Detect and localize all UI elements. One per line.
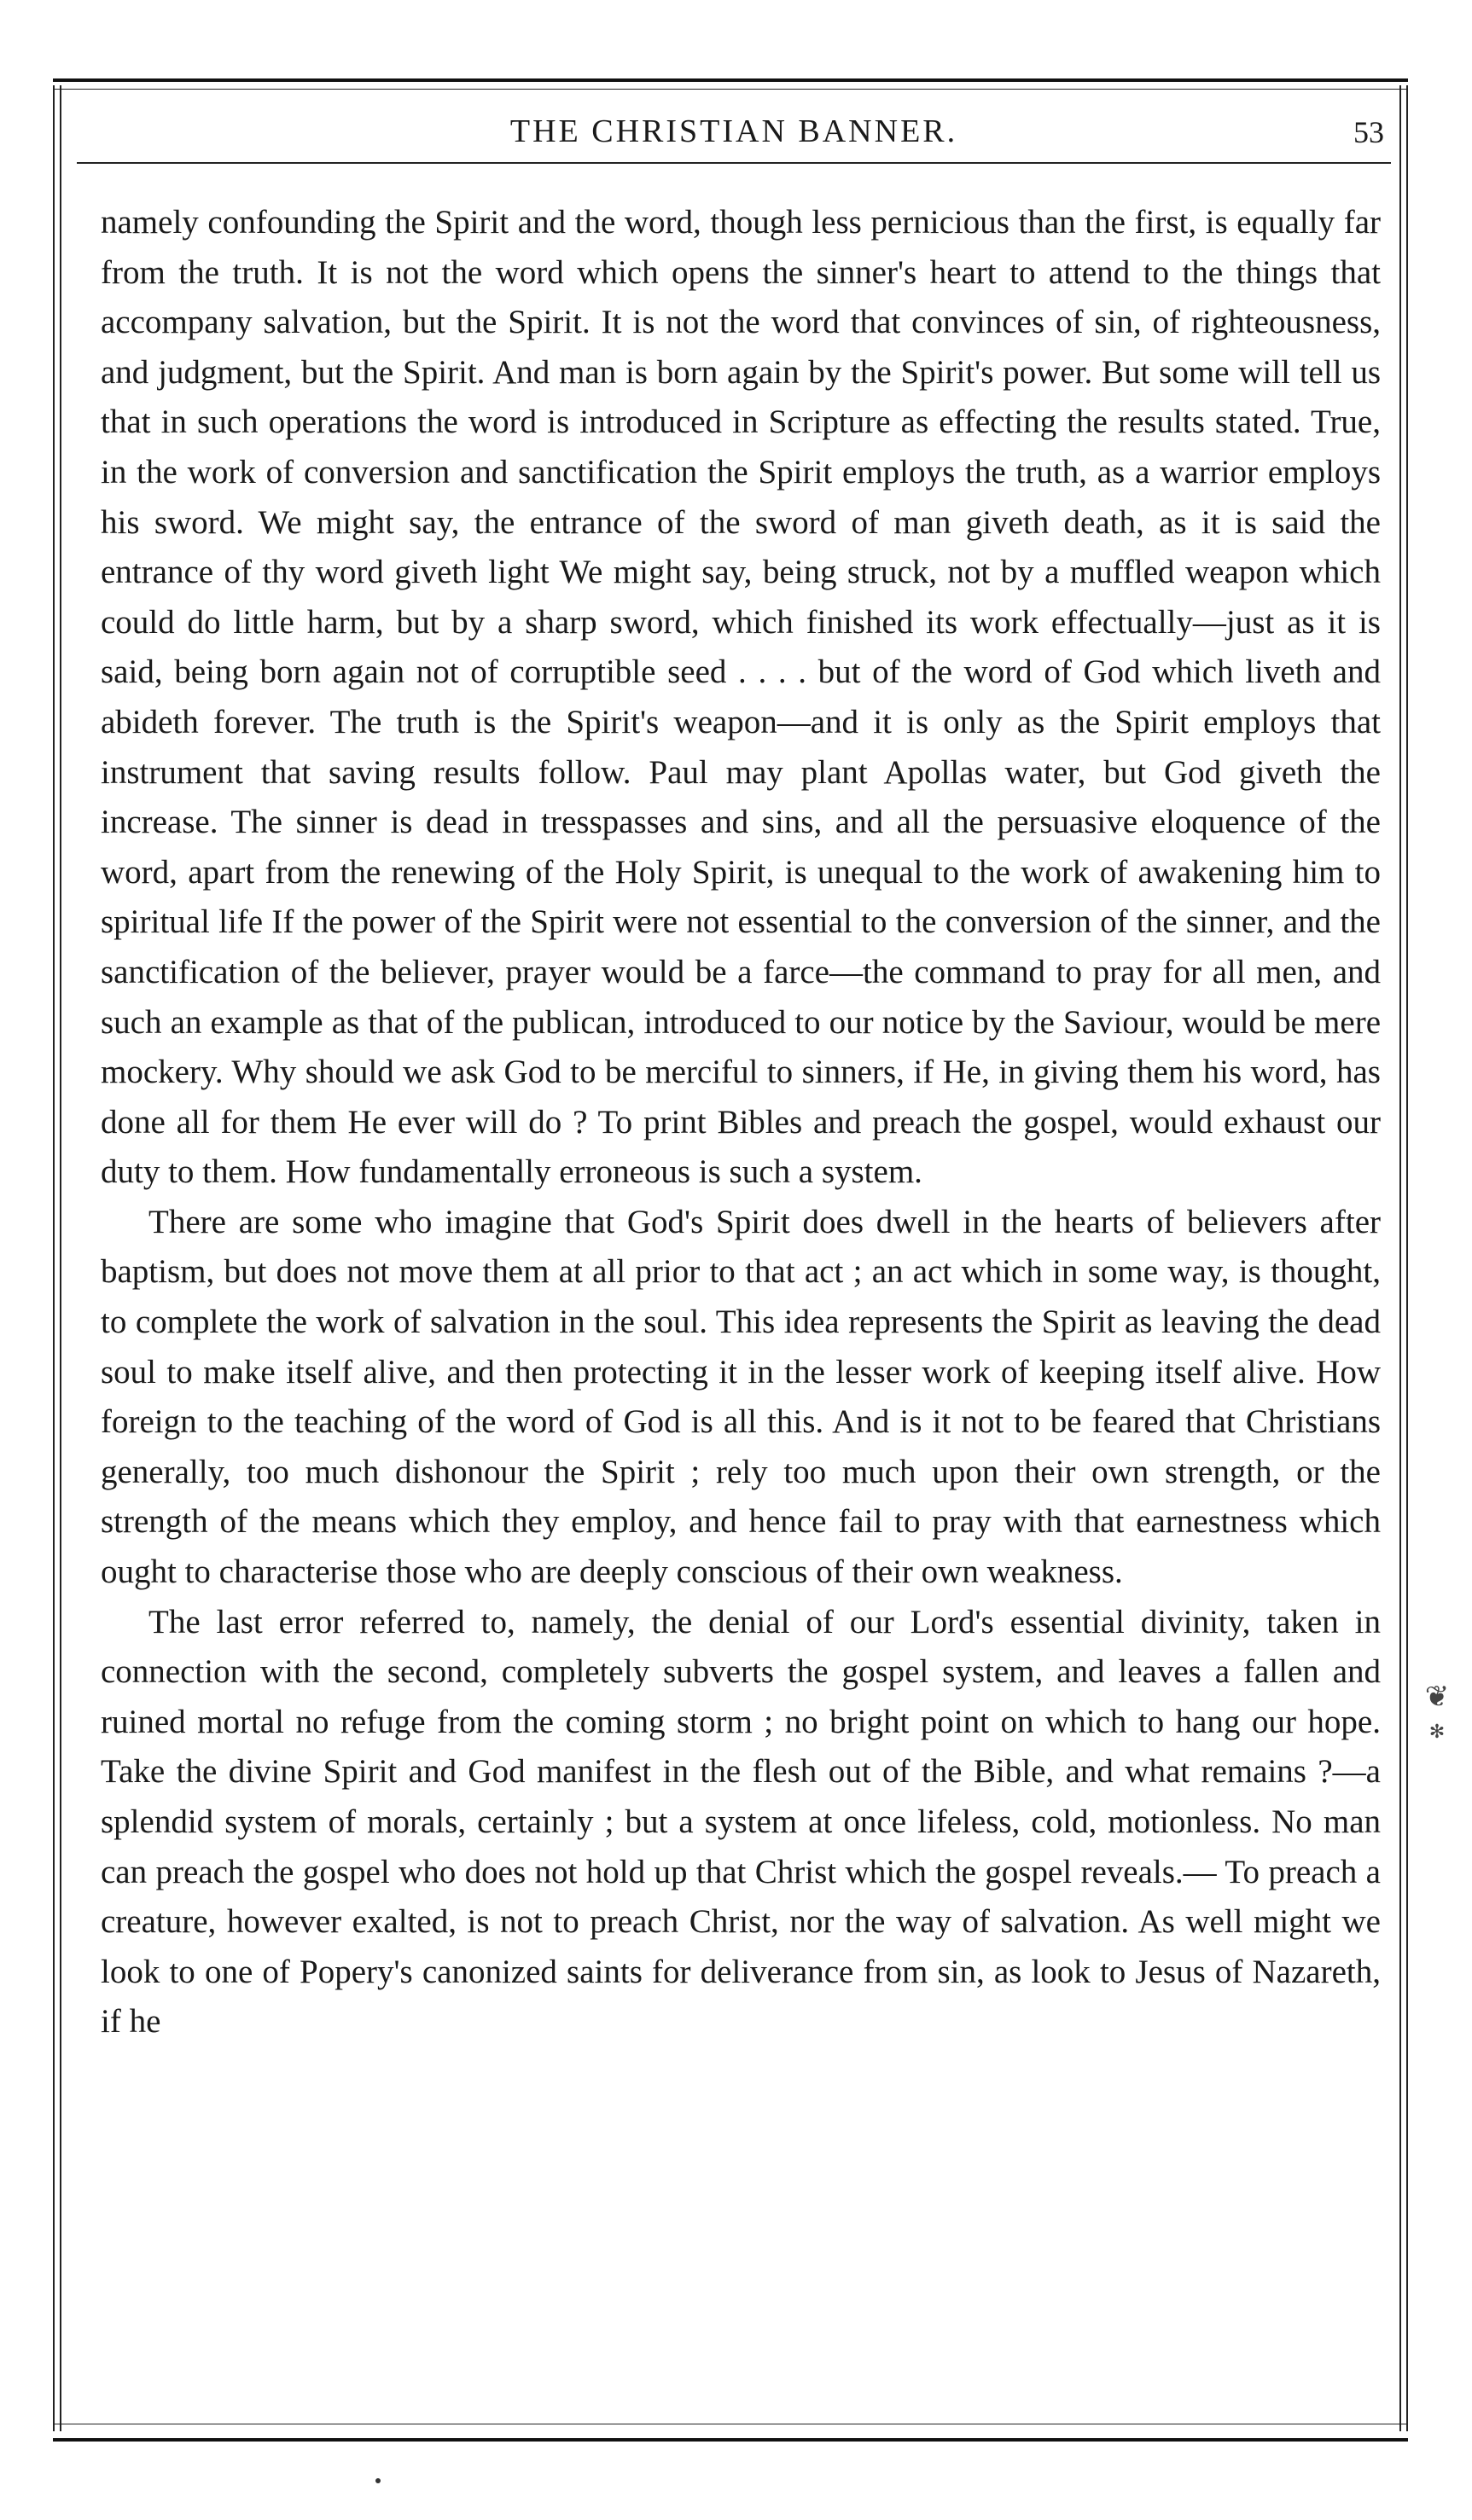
- running-head: [77, 102, 1391, 164]
- paragraph-3: The last error referred to, namely, the denial of our Lord's essential divinity, taken in connection with the second, completely subverts the gospel system, and leaves a fallen and ruined mortal no refuge from the coming storm ; no bright point on which to hang our hope. Take the divine Spirit and God manifest in the flesh out of the Bible, and what remains ?—a splendid system of morals, certainly ; but a system at once lifeless, cold, motionless. No man can preach the gospel who does not hold up that Christ which the gospel reveals.— To preach a creature, however exalted, is not to preach Christ, nor the way of salvation. As well might we look to one of Popery's canonized saints for deliverance from sin, as look to Jesus of Nazareth, if he: [101, 1603, 1381, 2041]
- right-border-outer: [1406, 85, 1408, 2431]
- page-title: THE CHRISTIAN BANNER.: [509, 113, 958, 149]
- floral-ornament-icon: ❦ ✻: [1424, 1681, 1450, 1742]
- paragraph-1: namely confounding the Spirit and the word, though less pernicious than the first, is equally far from the truth. It is not the word which opens the sinner's heart to attend to the things that accompany salvation, but the Spirit. It is not the word that convinces of sin, of righteousness, and judgment, but the Spirit. And man is born again by the Spirit's power. But some will tell us that in such operations the word is introduced in Scripture as effecting the results stated. True, in the work of conversion and sanctification the Spirit employs the truth, as a warrior employs his sword. We might say, the entrance of the sword of man giveth death, as it is said the entrance of thy word giveth light We might say, being struck, not by a muffled weapon which could do little harm, but by a sharp sword, which finished its work effectually—just as it is said, being born again not of corruptible seed . . . . but of the word of God which liveth and abideth forever. The truth is the Spirit's weapon—and it is only as the Spirit employs that instrument that saving results follow. Paul may plant Apollas water, but God giveth the increase. The sinner is dead in tresspasses and sins, and all the persuasive eloquence of the word, apart from the renewing of the Holy Spirit, is unequal to the work of awakening him to spiritual life If the power of the Spirit were not essential to the conversion of the sinner, and the sanctification of the believer, prayer would be a farce—the command to pray for all men, and such an example as that of the publican, introduced to our notice by the Saviour, would be mere mockery. Why should we ask God to be merciful to sinners, if He, in giving them his word, has done all for them He ever will do ? To print Bibles and preach the gospel, would exhaust our duty to them. How fundamentally erroneous is such a system.: [101, 204, 1381, 1191]
- left-border-outer: [53, 85, 55, 2431]
- page-number: 53: [1353, 115, 1384, 149]
- body-text: [101, 198, 1381, 2047]
- right-border-inner: [1399, 85, 1401, 2431]
- paragraph-2: There are some who imagine that God's Spirit does dwell in the hearts of believers after baptism, but does not move them at all prior to that act ; an act which in some way, is thought, to complete the work of salvation in the soul. This idea represents the Spirit as leaving the dead soul to make itself alive, and then protecting it in the lesser work of keeping itself alive. How foreign to the teaching of the word of God is all this. And is it not to be feared that Christians generally, too much dishonour the Spirit ; rely too much upon their own strength, or the strength of the means which they employ, and hence fail to pray with that earnestness which ought to characterise those who are deeply conscious of their own weakness.: [101, 1203, 1381, 1591]
- print-speck: [375, 2478, 381, 2483]
- left-border-inner: [60, 85, 61, 2431]
- top-rule: [53, 89, 1408, 90]
